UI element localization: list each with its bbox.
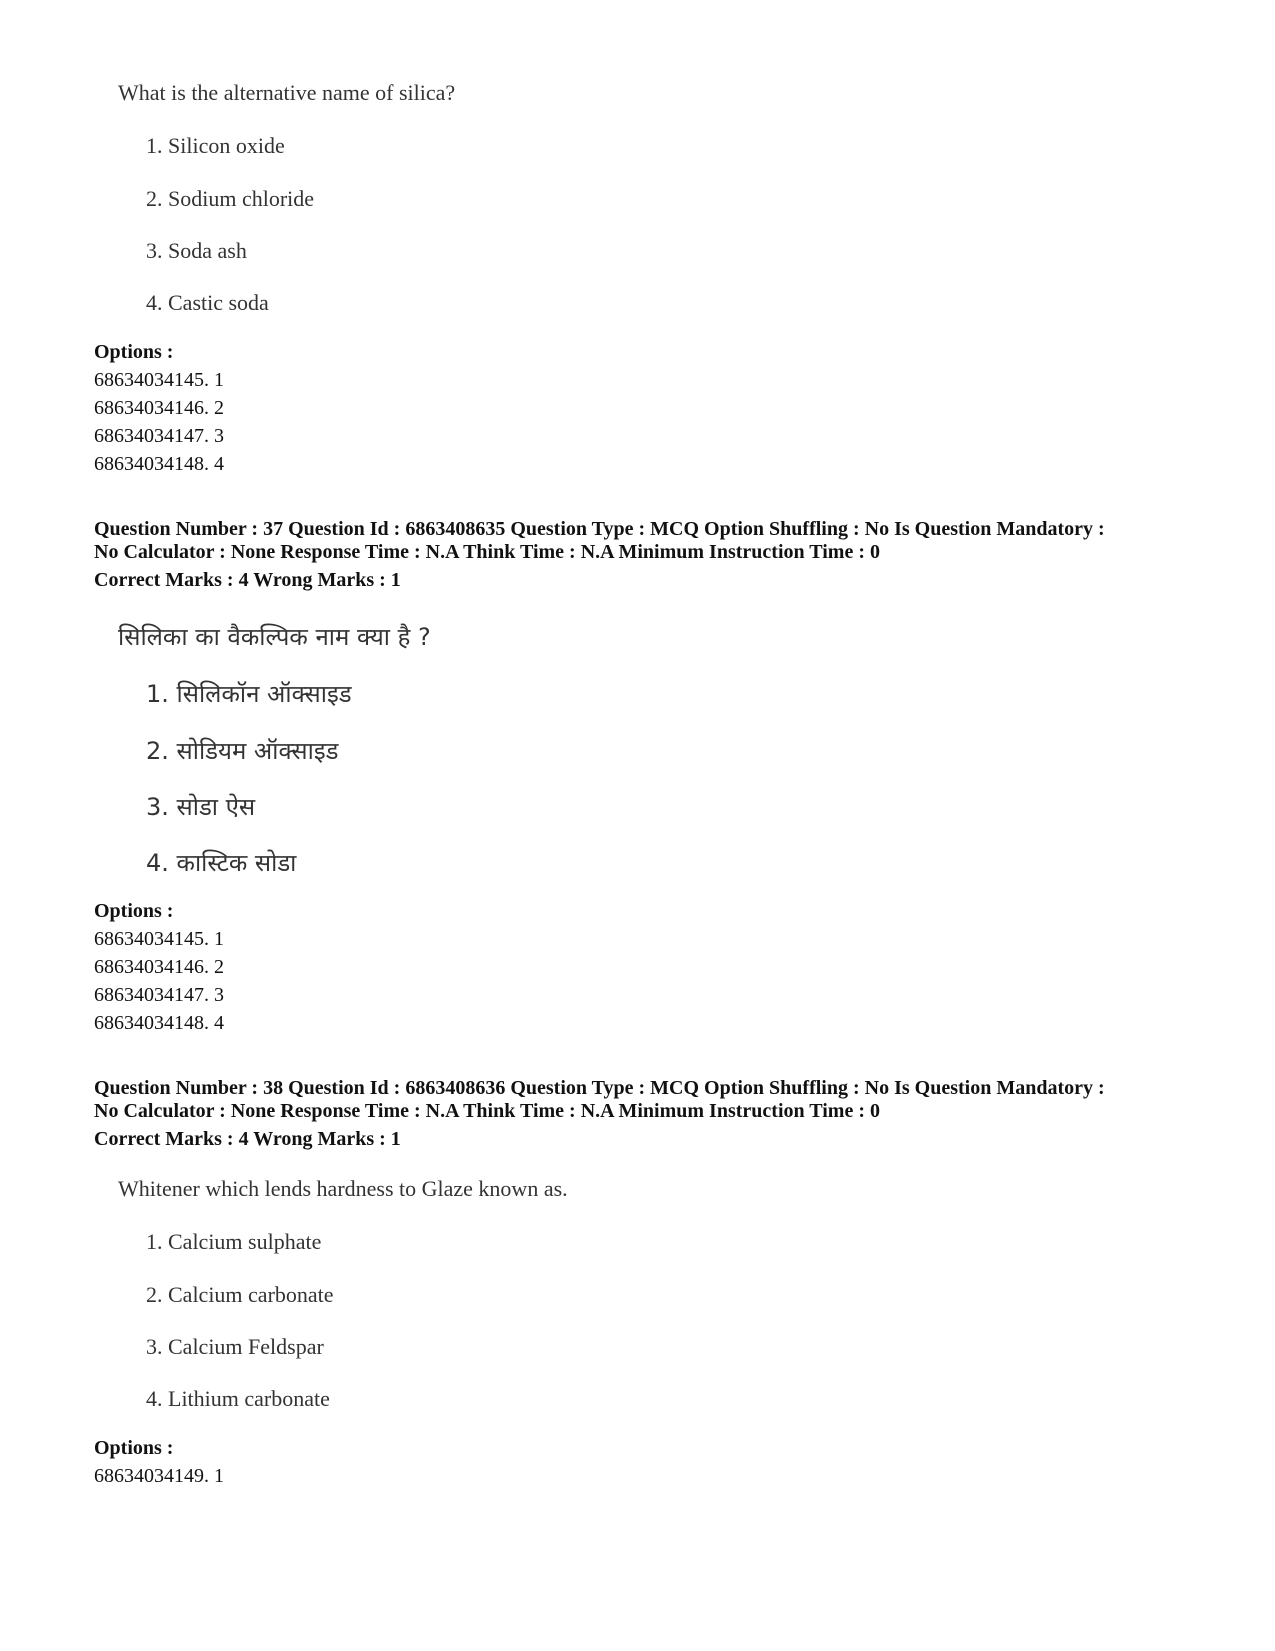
choice-1: 1. Silicon oxide (146, 133, 285, 158)
option-id: 68634034146. 2 (94, 397, 224, 419)
question-marks: Correct Marks : 4 Wrong Marks : 1 (94, 569, 401, 591)
options-label: Options : (94, 1437, 174, 1459)
question-meta: Question Number : 37 Question Id : 6863408635 Question Type : MCQ Option Shuffling : No Is Question Mandatory : (94, 518, 1105, 540)
choice-4: 4. Lithium carbonate (146, 1386, 330, 1411)
choice-2: 2. Calcium carbonate (146, 1282, 334, 1307)
option-id: 68634034147. 3 (94, 425, 224, 447)
question-meta: Question Number : 38 Question Id : 6863408636 Question Type : MCQ Option Shuffling : No Is Question Mandatory : (94, 1077, 1105, 1099)
question-text: Whitener which lends hardness to Glaze known as. (118, 1176, 568, 1201)
option-id: 68634034149. 1 (94, 1465, 224, 1487)
option-id: 68634034147. 3 (94, 984, 224, 1006)
choice-1: 1. Calcium sulphate (146, 1229, 322, 1254)
option-id: 68634034145. 1 (94, 928, 224, 950)
option-id: 68634034148. 4 (94, 1012, 224, 1034)
options-label: Options : (94, 900, 174, 922)
choice-3: 3. Soda ash (146, 238, 247, 263)
option-id: 68634034145. 1 (94, 369, 224, 391)
option-id: 68634034146. 2 (94, 956, 224, 978)
choice-3: 3. सोडा ऐस (146, 793, 256, 821)
choice-2: 2. सोडियम ऑक्साइड (146, 737, 339, 765)
choice-2: 2. Sodium chloride (146, 186, 315, 211)
options-label: Options : (94, 341, 174, 363)
question-meta: No Calculator : None Response Time : N.A Think Time : N.A Minimum Instruction Time : 0 (94, 1100, 880, 1122)
question-meta: No Calculator : None Response Time : N.A Think Time : N.A Minimum Instruction Time : 0 (94, 541, 880, 563)
choice-1: 1. सिलिकॉन ऑक्साइड (146, 680, 352, 708)
question-text: What is the alternative name of silica? (118, 80, 456, 105)
question-marks: Correct Marks : 4 Wrong Marks : 1 (94, 1128, 401, 1150)
option-id: 68634034148. 4 (94, 453, 224, 475)
choice-4: 4. कास्टिक सोडा (146, 849, 297, 877)
question-text: सिलिका का वैकल्पिक नाम क्या है ? (118, 623, 431, 651)
choice-3: 3. Calcium Feldspar (146, 1334, 324, 1359)
choice-4: 4. Castic soda (146, 290, 269, 315)
